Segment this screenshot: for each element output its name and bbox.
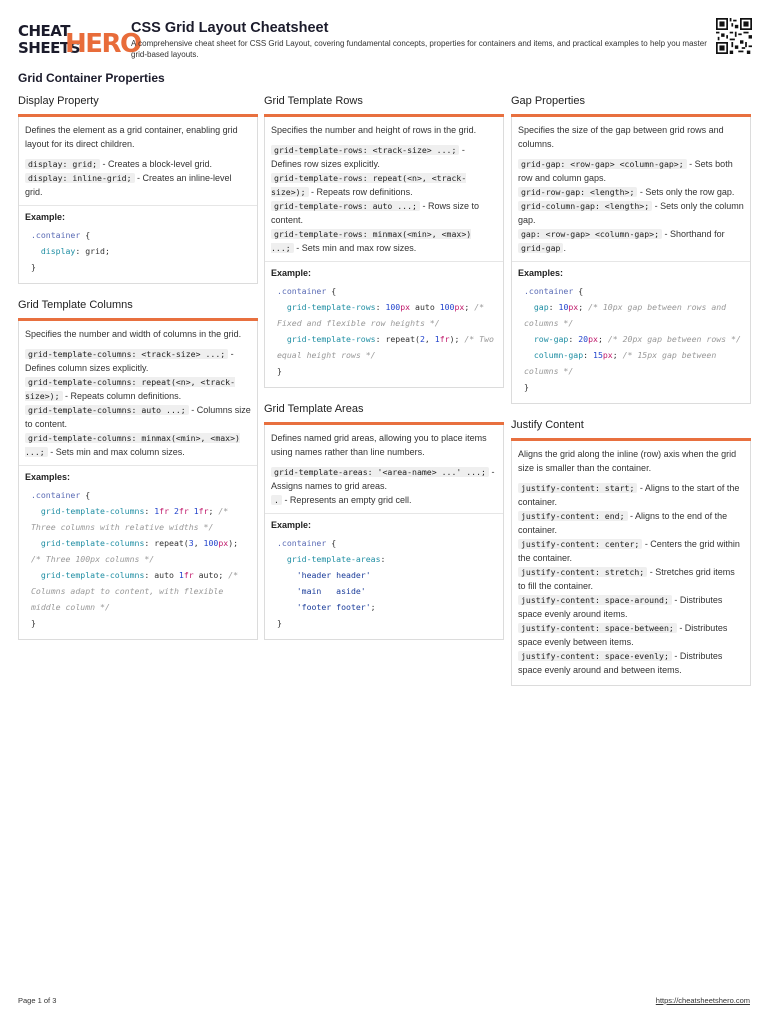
code-snippet: justify-content: space-between; (518, 623, 677, 633)
logo-cheat: CHEAT (18, 22, 70, 40)
rows-item (271, 227, 497, 255)
gap-item (518, 185, 744, 199)
code-snippet: justify-content: space-around; (518, 595, 672, 605)
justify-item (518, 565, 744, 593)
page-title: CSS Grid Layout Cheatsheet (131, 20, 329, 36)
display-property-title: Display Property (18, 94, 258, 117)
display-item (25, 171, 251, 199)
example-label: Examples: (19, 465, 257, 483)
item-text: - Repeats row definitions. (308, 187, 413, 197)
display-lead: Defines the element as a grid container, enabling grid layout for its direct children. (25, 125, 238, 149)
code-snippet: justify-content: end; (518, 511, 628, 521)
item-text: - Distributes space evenly around items. (518, 595, 723, 619)
code-example: .container { grid-template-columns: 1fr 2fr 1fr; /* Three columns with relative widths */ grid-template-columns: repeat(3, 100px); /* Three 100px columns */ grid-template-columns: auto 1fr auto; /* Columns adapt to content, with flexible middle column */ } (31, 490, 243, 628)
page-header (18, 14, 752, 64)
code-snippet: . (271, 495, 282, 505)
item-text: - Assigns names to grid areas. (271, 467, 495, 491)
grid-template-rows-card (264, 117, 504, 388)
logo-hero: HERO (65, 29, 141, 59)
column-1 (18, 94, 258, 640)
gap-item (518, 157, 744, 185)
grid-template-areas-card (264, 425, 504, 640)
code-snippet: grid-column-gap: <length>; (518, 201, 652, 211)
page-description: A comprehensive cheat sheet for CSS Grid Layout, covering fundamental concepts, properties for containers and items, and practical examples to help you master grid-based layouts. (131, 39, 707, 59)
areas-item (271, 493, 497, 507)
gap-item (518, 199, 744, 227)
item-text: - Shorthand for (662, 229, 725, 239)
rows-item (271, 199, 497, 227)
item-text: - Sets both row and column gaps. (518, 159, 733, 183)
column-3 (511, 94, 751, 686)
code-example: .container { display: grid; } (31, 230, 110, 272)
gap-item (518, 227, 744, 255)
code-snippet: grid-template-rows: repeat(<n>, <track-size>); (271, 173, 467, 197)
item-text: - Aligns to the end of the container. (518, 511, 728, 535)
code-snippet: justify-content: start; (518, 483, 637, 493)
item-text: . (563, 243, 566, 253)
columns-item (25, 347, 251, 375)
code-snippet: grid-template-columns: minmax(<min>, <max>) ...; (25, 433, 240, 457)
item-text: - Stretches grid items to fill the container. (518, 567, 735, 591)
code-snippet: justify-content: stretch; (518, 567, 647, 577)
code-example: .container { gap: 10px; /* 10px gap between rows and columns */ row-gap: 20px; /* 20px gap between rows */ column-gap: 15px; /* 15px gap between columns */ } (524, 286, 741, 392)
item-text: - Creates an inline-level grid. (25, 173, 232, 197)
grid-template-columns-card (18, 321, 258, 640)
areas-item (271, 465, 497, 493)
item-text: - Sets min and max row sizes. (293, 243, 417, 253)
justify-item (518, 621, 744, 649)
justify-item (518, 509, 744, 537)
code-snippet: grid-row-gap: <length>; (518, 187, 637, 197)
code-snippet: gap: <row-gap> <column-gap>; (518, 229, 662, 239)
grid-template-areas-title: Grid Template Areas (264, 402, 504, 425)
justify-content-title: Justify Content (511, 418, 751, 441)
justify-item (518, 593, 744, 621)
code-snippet: justify-content: space-evenly; (518, 651, 672, 661)
example-label: Example: (19, 205, 257, 223)
section-title: Grid Container Properties (18, 71, 165, 85)
rows-item (271, 171, 497, 199)
code-snippet: grid-gap (518, 243, 563, 253)
code-snippet: display: inline-grid; (25, 173, 135, 183)
columns-lead: Specifies the number and width of columns in the grid. (25, 329, 242, 339)
logo-sheets: SHEETS (18, 39, 80, 57)
code-snippet: grid-template-columns: repeat(<n>, <track-size>); (25, 377, 236, 401)
code-snippet: justify-content: center; (518, 539, 642, 549)
columns-item (25, 403, 251, 431)
columns-item (25, 375, 251, 403)
code-snippet: grid-template-rows: auto ...; (271, 201, 420, 211)
item-text: - Defines column sizes explicitly. (25, 349, 234, 373)
item-text: - Creates a block-level grid. (100, 159, 213, 169)
gap-properties-card (511, 117, 751, 404)
item-text: - Distributes space evenly around and between items. (518, 651, 723, 675)
example-label: Example: (265, 261, 503, 279)
code-snippet: grid-template-columns: auto ...; (25, 405, 189, 415)
code-example: .container { grid-template-areas: 'header header' 'main aside' 'footer footer'; } (277, 538, 386, 628)
justify-item (518, 537, 744, 565)
code-snippet: grid-gap: <row-gap> <column-gap>; (518, 159, 687, 169)
item-text: - Sets min and max column sizes. (47, 447, 185, 457)
code-snippet: grid-template-areas: '<area-name> ...' ...; (271, 467, 489, 477)
code-example: .container { grid-template-rows: 100px auto 100px; /* Fixed and flexible row heights */ grid-template-rows: repeat(2, 1fr); /* Two equal height rows */ } (277, 286, 499, 376)
code-snippet: grid-template-rows: minmax(<min>, <max>) ...; (271, 229, 472, 253)
justify-content-card (511, 441, 751, 686)
site-link[interactable]: https://cheatsheetshero.com (655, 996, 750, 1005)
display-property-card (18, 117, 258, 284)
item-text: - Distributes space evenly between items. (518, 623, 728, 647)
item-text: - Defines row sizes explicitly. (271, 145, 465, 169)
display-item (25, 157, 251, 171)
gap-properties-title: Gap Properties (511, 94, 751, 117)
item-text: - Represents an empty grid cell. (281, 495, 412, 505)
item-text: - Aligns to the start of the container. (518, 483, 740, 507)
item-text: - Sets only the row gap. (637, 187, 735, 197)
code-snippet: grid-template-columns: <track-size> ...; (25, 349, 228, 359)
rows-lead: Specifies the number and height of rows in the grid. (271, 125, 477, 135)
columns-item (25, 431, 251, 459)
column-2 (264, 94, 504, 640)
gap-lead: Specifies the size of the gap between grid rows and columns. (518, 125, 724, 149)
example-label: Examples: (512, 261, 750, 279)
grid-template-rows-title: Grid Template Rows (264, 94, 504, 117)
areas-lead: Defines named grid areas, allowing you to place items using names rather than line numbers. (271, 433, 487, 457)
cheatsheetshero-logo[interactable] (18, 22, 141, 59)
code-snippet: grid-template-rows: <track-size> ...; (271, 145, 459, 155)
qr-code-icon (716, 18, 752, 54)
item-text: - Rows size to content. (271, 201, 479, 225)
justify-item (518, 481, 744, 509)
rows-item (271, 143, 497, 171)
item-text: - Repeats column definitions. (62, 391, 182, 401)
item-text: - Sets only the column gap. (518, 201, 744, 225)
item-text: - Centers the grid within the container. (518, 539, 740, 563)
page-number: Page 1 of 3 (18, 996, 57, 1005)
justify-item (518, 649, 744, 677)
justify-lead: Aligns the grid along the inline (row) axis when the grid size is smaller than the container. (518, 449, 737, 473)
grid-template-columns-title: Grid Template Columns (18, 298, 258, 321)
item-text: - Columns size to content. (25, 405, 251, 429)
code-snippet: display: grid; (25, 159, 100, 169)
example-label: Example: (265, 513, 503, 531)
